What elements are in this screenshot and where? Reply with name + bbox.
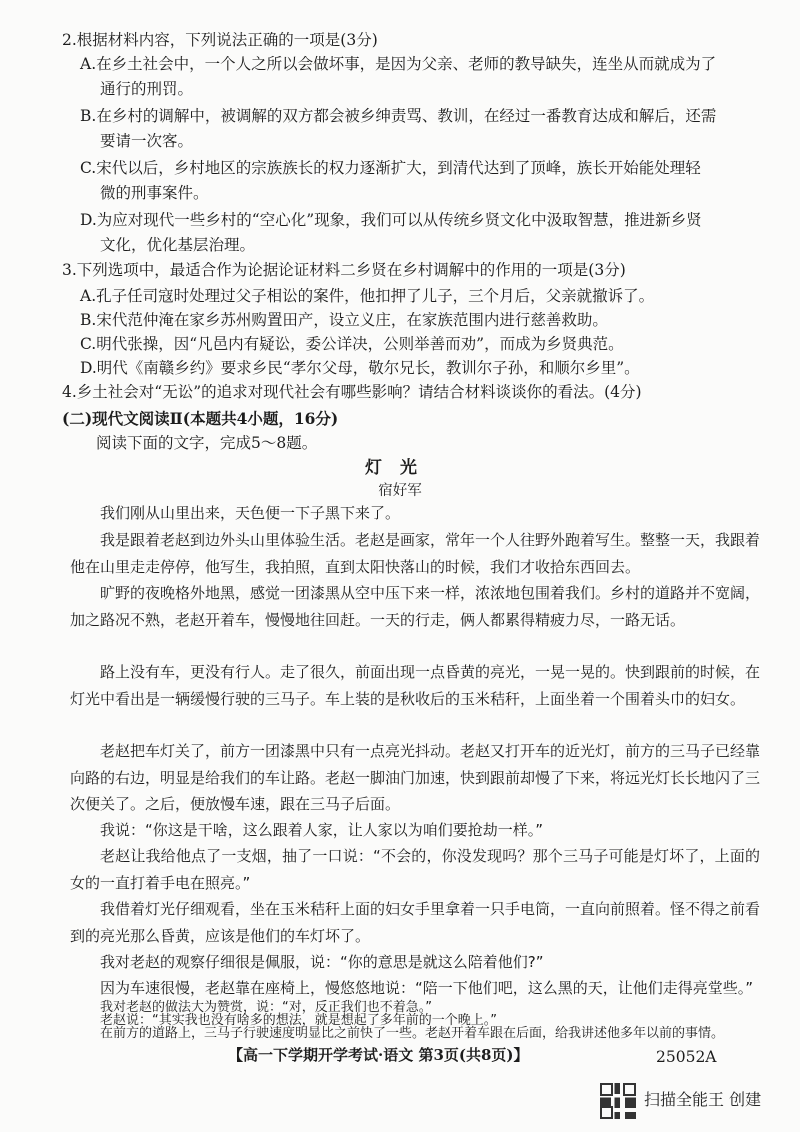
article-paragraph: 老赵说：“其实我也没有啥多的想法，就是想起了多年前的一个晚上。”	[100, 1013, 497, 1028]
question-3-option-c: C.明代张操，因“凡邑内有疑讼，委公详决，公则举善而劝”，而成为乡贤典范。	[80, 335, 624, 353]
option-text: B.在乡村的调解中，被调解的双方都会被乡绅责骂、教训，在经过一番教育达成和解后，还需	[80, 107, 717, 125]
question-4: 4.乡土社会对“无讼”的追求对现代社会有哪些影响？请结合材料谈谈你的看法。(4分)	[62, 383, 642, 401]
article-author: 宿好军	[378, 483, 422, 499]
article-paragraph: 我是跟着老赵到边外头山里体验生活。老赵是画家，常年一个人往野外跑着写生。整整一天，我跟着他在山里走走停停，他写生，我拍照，直到太阳快落山的时候，我们才收拾东西回去。	[70, 531, 761, 576]
option-text: C.宋代以后，乡村地区的宗族族长的权力逐渐扩大，到清代达到了顶峰，族长开始能处理轻	[80, 159, 701, 177]
article-paragraph: 我借着灯光仔细观看，坐在玉米秸秆上面的妇女手里拿着一只手电筒，一直向前照着。怪不得之前看到的亮光那么昏黄，应该是他们的车灯坏了。	[70, 900, 761, 945]
question-2-option-a	[80, 52, 760, 102]
article-paragraph: 我对老赵的观察仔细很是佩服，说：“你的意思是就这么陪着他们?”	[100, 953, 544, 971]
article-paragraph: 我们刚从山里出来，天色便一下子黑下来了。	[100, 504, 401, 522]
qr-code-icon	[600, 1083, 636, 1119]
page-footer: 【高一下学期开学考试·语文 第3页(共8页)】	[228, 1046, 529, 1064]
article-paragraph: 在前方的道路上，三马子行驶速度明显比之前快了一些。老赵开着车跟在后面，给我讲述他多年以前的事情。	[100, 1026, 725, 1041]
article-title: 灯光	[365, 458, 435, 478]
section-heading: (二)现代文阅读Ⅱ(本题共4小题，16分)	[62, 409, 339, 428]
scanner-watermark: 扫描全能王 创建	[644, 1090, 762, 1109]
question-3-option-b: B.宋代范仲淹在家乡苏州购置田产，设立义庄，在家族范围内进行慈善救助。	[80, 311, 608, 329]
question-3-stem: 3.下列选项中，最适合作为论据论证材料二乡贤在乡村调解中的作用的一项是(3分)	[62, 261, 626, 279]
exam-code: 25052A	[656, 1048, 717, 1066]
question-3-option-a: A.孔子任司寇时处理过父子相讼的案件，他扣押了儿子，三个月后，父亲就撤诉了。	[80, 287, 655, 305]
article-paragraph: 我对老赵的做法大为赞赏，说：“对，反正我们也不着急。”	[100, 1000, 432, 1015]
article-paragraph: 我说：“你这是干啥，这么跟着人家，让人家以为咱们要抢劫一样。”	[100, 821, 544, 839]
option-text-continued: 要请一次客。	[100, 132, 194, 150]
option-text-continued: 文化，优化基层治理。	[100, 236, 256, 254]
question-2-stem: 2.根据材料内容，下列说法正确的一项是(3分)	[62, 31, 378, 49]
question-2-option-d	[80, 208, 760, 258]
option-text-continued: 通行的刑罚。	[100, 80, 194, 98]
question-2-option-b	[80, 104, 760, 154]
question-3-option-d: D.明代《南赣乡约》要求乡民“孝尔父母，敬尔兄长，教训尔子孙，和顺尔乡里”。	[80, 359, 640, 377]
article-paragraph: 旷野的夜晚格外地黑，感觉一团漆黑从空中压下来一样，浓浓地包围着我们。乡村的道路并不宽阔，加之路况不熟，老赵开着车，慢慢地往回赶。一天的行走，俩人都累得精疲力尽，一路无话。	[70, 584, 761, 629]
question-2-option-c	[80, 156, 760, 206]
reading-instruction: 阅读下面的文字，完成5～8题。	[96, 434, 318, 452]
option-text: A.在乡土社会中，一个人之所以会做坏事，是因为父亲、老师的教导缺失，连坐从而就成为了	[80, 55, 717, 73]
article-paragraph: 老赵让我给他点了一支烟，抽了一口说：“不会的，你没发现吗？那个三马子可能是灯坏了，上面的女的一直打着手电在照亮。”	[70, 847, 760, 892]
option-text-continued: 微的刑事案件。	[100, 184, 209, 202]
option-text: D.为应对现代一些乡村的“空心化”现象，我们可以从传统乡贤文化中汲取智慧，推进新乡贤	[80, 211, 702, 229]
article-paragraph: 因为车速很慢，老赵靠在座椅上，慢悠悠地说：“陪一下他们吧，这么黑的天，让他们走得亮堂些。”	[100, 979, 754, 997]
article-paragraph: 老赵把车灯关了，前方一团漆黑中只有一点亮光抖动。老赵又打开车的近光灯，前方的三马子已经靠向路的右边，明显是给我们的车让路。老赵一脚油门加速，快到跟前却慢了下来，将远光灯长长地闪了三次便关了。之后，便放慢车速，跟在三马子后面。	[70, 742, 761, 813]
article-paragraph: 路上没有车，更没有行人。走了很久，前面出现一点昏黄的亮光，一晃一晃的。快到跟前的时候，在灯光中看出是一辆缓慢行驶的三马子。车上装的是秋收后的玉米秸秆，上面坐着一个围着头巾的妇女。	[70, 663, 761, 708]
